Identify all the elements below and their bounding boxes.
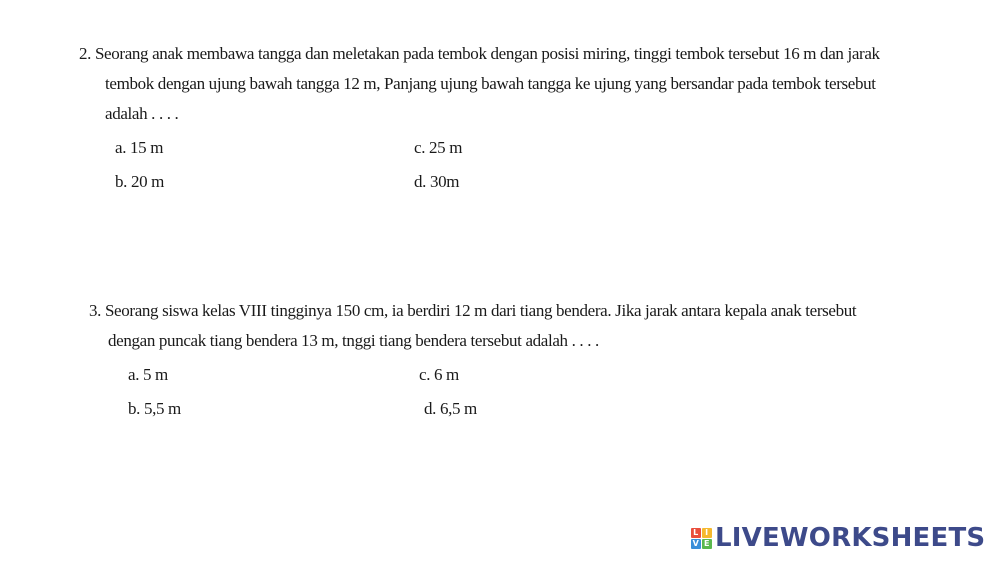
question-2-text-line-2: tembok dengan ujung bawah tangga 12 m, Panjang ujung bawah tangga ke ujung yang bersandar pada tembok tersebut: [105, 74, 876, 93]
logo-tile-v: V: [691, 539, 701, 549]
liveworksheets-logo-text: LIVEWORKSHEETS: [715, 523, 986, 553]
logo-tile-e: E: [702, 539, 712, 549]
question-3-option-a[interactable]: a. 5 m: [128, 365, 168, 384]
question-2-option-b[interactable]: b. 20 m: [115, 172, 165, 191]
logo-tile-i: I: [702, 528, 712, 538]
logo-tile-l: L: [691, 528, 701, 538]
liveworksheets-logo-icon: [690, 527, 712, 549]
question-3-option-c[interactable]: c. 6 m: [419, 365, 459, 384]
question-3-text-line-1: 3. Seorang siswa kelas VIII tingginya 150 cm, ia berdiri 12 m dari tiang bendera. Jika jarak antara kepala anak tersebut: [89, 301, 857, 320]
liveworksheets-logo: [690, 523, 985, 553]
question-2-option-d[interactable]: d. 30m: [414, 172, 460, 191]
question-2-option-c[interactable]: c. 25 m: [414, 138, 463, 157]
question-2-option-a[interactable]: a. 15 m: [115, 138, 164, 157]
question-3-option-d[interactable]: d. 6,5 m: [424, 399, 477, 418]
question-3-text-line-2: dengan puncak tiang bendera 13 m, tnggi tiang bendera tersebut adalah . . . .: [108, 331, 599, 350]
question-2-text-line-3: adalah . . . .: [105, 104, 179, 123]
question-3-option-b[interactable]: b. 5,5 m: [128, 399, 181, 418]
question-2-text-line-1: 2. Seorang anak membawa tangga dan meletakan pada tembok dengan posisi miring, tinggi tembok tersebut 16 m dan jarak: [79, 44, 880, 63]
